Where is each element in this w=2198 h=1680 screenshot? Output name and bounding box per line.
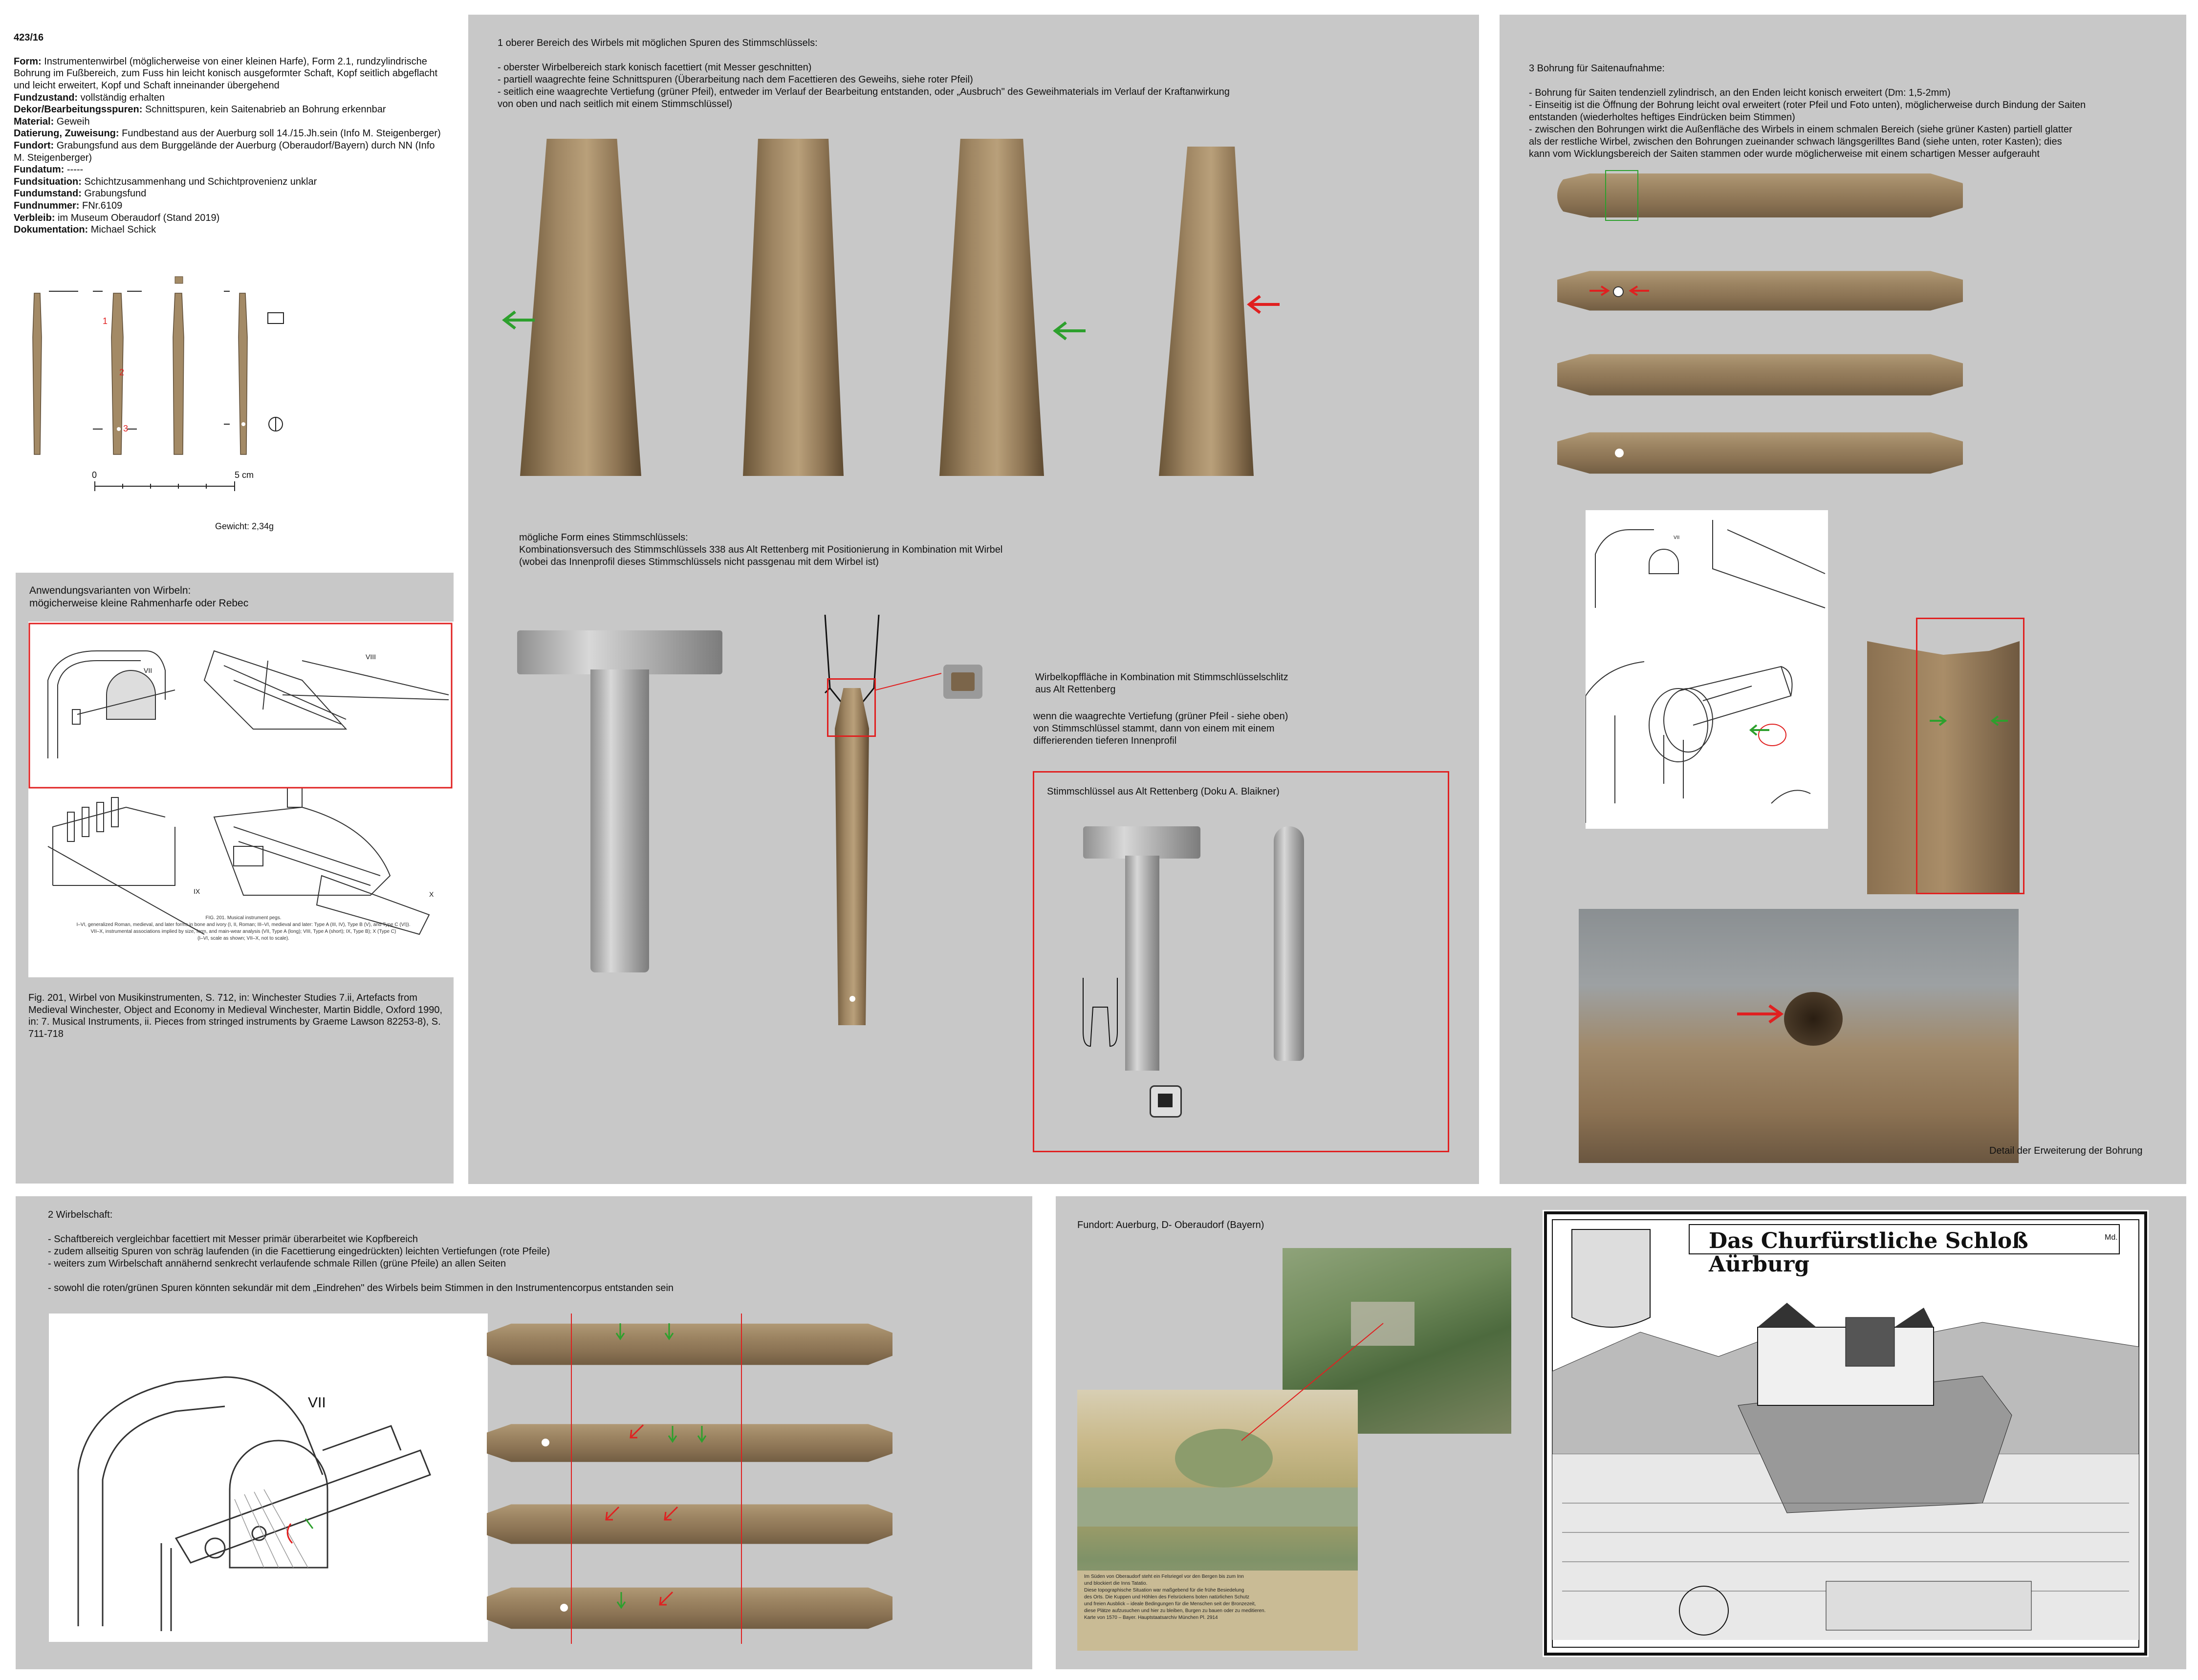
fig-label-viii: VIII (366, 653, 376, 661)
field-value: im Museum Oberaudorf (Stand 2019) (55, 212, 220, 223)
head-surface-photo (943, 665, 982, 699)
field-line (14, 188, 146, 199)
smooth-band-box (1605, 170, 1638, 221)
field-label: Form: (14, 56, 42, 67)
field-line (14, 104, 386, 115)
marker-2: 2 (119, 367, 125, 377)
field-value: Michael Schick (88, 224, 156, 236)
shaft-trace-arrows (487, 1314, 892, 1646)
alt-rettenberg-box (1033, 771, 1449, 1152)
marker-3: 3 (123, 424, 129, 433)
bore-peg-3 (1557, 352, 1963, 398)
field-value: Schichtzusammenhang und Schichtprovenienz unklar (81, 176, 317, 187)
inventory-number: 423/16 (14, 32, 44, 43)
field-line (14, 200, 122, 211)
alt-rettenberg-key-side (1274, 826, 1304, 1061)
field-value: ----- (64, 164, 84, 175)
field-label: Fundatum: (14, 164, 65, 175)
field-value: Fundbestand aus der Auerburg soll 14./15.Jh.sein (Info M. Steigenberger) (119, 128, 441, 139)
head-photo-2 (743, 139, 844, 476)
key-profile-drawing (1078, 978, 1122, 1051)
winchester-figure (28, 622, 454, 977)
map-connector-line (1241, 1318, 1388, 1445)
red-arrow-head-4 (1245, 292, 1284, 317)
field-line (14, 128, 441, 139)
upper-peg-text: 1 oberer Bereich des Wirbels mit möglichen Spuren des Stimmschlüssels: - oberster Wirbelbereich stark konisch facettiert (mit Messer geschnitten) - partiell waagrechte feine Schnittspuren (Überarbeitung nach dem Facettieren des Geweihs, siehe roter Pfeil) - seitlich eine waagrechte Vertiefung (grüner Pfeil), entweder im Verlauf der Bearbeitung entstanden, oder „Ausbruch" des Geweihmaterials im Verlauf der Kraftanwirkung von oben und nach seitlich mit einem Stimmschlüssel) (498, 38, 1230, 109)
harp-peg-drawing (1586, 510, 1828, 829)
alt-rettenberg-title: Stimmschlüssel aus Alt Rettenberg (Doku A. Blaikner) (1047, 786, 1280, 797)
field-value: vollständig erhalten (78, 92, 165, 103)
engraving-title: Das Churfürstliche Schloß Aürburg (1709, 1228, 2028, 1277)
field-label: Material: (14, 116, 54, 127)
castle-engraving (1543, 1210, 2149, 1657)
groove-text: wenn die waagrechte Vertiefung (grüner Pfeil - siehe oben) von Stimmschlüssel stammt, dann von einem mit einem differierenden tieferen Innenprofil (1033, 711, 1288, 746)
green-arrow-head-1 (501, 308, 540, 332)
engraving-number: Md. (2105, 1233, 2118, 1242)
usage-title: Anwendungsvarianten von Wirbeln: mögicherweise kleine Rahmenharfe oder Rebec (29, 585, 249, 609)
grooved-band-box (1916, 618, 2024, 894)
marker-1: 1 (103, 316, 108, 326)
red-arrow-detail (1735, 1002, 1789, 1026)
shaft-text: 2 Wirbelschaft: - Schaftbereich vergleichbar facettiert mit Messer primär überarbeitet wie Kopfbereich - zudem allseitig Spuren von schräg laufenden (in die Facettierung eingedrückten) leichten Vertiefungen (rote Pfeile) - weiters zum Wirbelschaft annähernd senkrecht verlaufende schmale Rillen (grüne Pfeile) an allen Seiten - sowohl die roten/grünen Spuren könnten sekundär mit dem „Eindrehen" des Wirbels beim Stimmen in den Instrumentencorpus entstanden sein (48, 1209, 674, 1293)
panel-upper-peg (468, 15, 1479, 1184)
drawing-view-3 (173, 293, 184, 454)
field-label: Fundumstand: (14, 188, 82, 199)
key-cross-section (1150, 1085, 1182, 1118)
bore-text: 3 Bohrung für Saitenaufnahme: - Bohrung für Saiten tendenziell zylindrisch, an den Enden leicht konisch erweitert (Dm: 1,5-2mm) - Einseitig ist die Öffnung der Bohrung leicht oval erweitert (roter Pfeil und Foto unten), möglicherweise durch Bindung der Saiten entstanden (wiederholtes heftiges Eindrücken beim Stimmen) - zwischen den Bohrungen wirkt die Außenfläche des Wirbels in einem schmalen Bereich (siehe grüner Kasten) partiell glatter als der restliche Wirbel, zwischen den Bohrungen zueinander schwach längsgerilltes Band (siehe unten, roter Kasten); dies kann vom Wicklungsbereich der Saiten stammen oder wurde möglicherweise mit einem schartigen Messer aufgerauht (1529, 63, 2086, 159)
peg-technical-drawing (20, 274, 323, 538)
field-value: Grabungsfund (81, 188, 147, 199)
panel-usage-variants (16, 573, 454, 1184)
green-arrows-closeup (1925, 713, 2013, 728)
connector-line (876, 669, 944, 694)
field-line (14, 164, 83, 175)
panel-site (1056, 1196, 2186, 1669)
field-line (14, 224, 156, 235)
field-label: Fundzustand: (14, 92, 78, 103)
site-text: Fundort: Auerburg, D- Oberaudorf (Bayern) (1077, 1220, 1264, 1230)
field-label: Dekor/Bearbeitungsspuren: (14, 104, 143, 115)
drawing-view-1 (33, 293, 42, 454)
fig-caption-small: FIG. 201. Musical instrument pegs. I–VI, generalized Roman, medieval, and later forms in bone and ivory (I, II, Roman; III–VI, medieval and later: Type A (III, IV), Type B (V), and Type C (VI)). VII–X, instrumental associations implied by size, form, and main-wear analysis (VII, Type A (long); VIII, Type A (short); IX, Type B); X (Type C) (I–VI, scale as shown; VII–X, not to scale). (76, 915, 411, 941)
key-fit-box (827, 678, 876, 737)
bore-hole-4 (1615, 449, 1624, 457)
field-line (14, 176, 317, 187)
head-photo-1 (520, 139, 641, 476)
field-value: Instrumentenwirbel (möglicherweise von einer kleinen Harfe), Form 2.1, rundzylindrische Bohrung im Fußbereich, zum Fuss hin leicht konisch ausgeformter Schaft, Kopf seitlich abgeflacht und leicht erweitert, Kopf und Schaft inneinander übergehend (14, 56, 438, 91)
key-text: mögliche Form eines Stimmschlüssels: Kombinationsversuch des Stimmschlüssels 338 aus Alt Rettenberg mit Positionierung in Kombination mit Wirbel (wobei das Innenprofil dieses Stimmschlüssels nicht passgenau mit dem Wirbel ist) (519, 532, 1003, 567)
field-list (14, 56, 441, 235)
head-photo-4 (1159, 147, 1254, 476)
fig-label-x: X (429, 890, 434, 898)
field-label: Fundort: (14, 140, 54, 151)
field-label: Dokumentation: (14, 224, 88, 236)
field-line (14, 140, 435, 163)
field-value: Grabungsfund aus dem Burggelände der Auerburg (Oberaudorf/Bayern) durch NN (Info M. Steigenberger) (14, 140, 435, 163)
tuning-key-photo (517, 630, 722, 997)
head-key-text: Wirbelkopffläche in Kombination mit Stimmschlüsselschlitz aus Alt Rettenberg (1035, 672, 1288, 695)
head-photo-3 (939, 139, 1044, 476)
red-arrows-bore (1588, 283, 1651, 298)
field-line (14, 92, 165, 103)
field-label: Fundnummer: (14, 200, 80, 211)
field-label: Verbleib: (14, 212, 55, 223)
fig-label-ix: IX (194, 887, 200, 895)
fig-label-vii: VII (144, 667, 152, 674)
map-caption: Im Süden von Oberaudorf steht ein Felsriegel vor den Bergen bis zum Inn und blockiert die Inns Tatatio. Diese topographische Situation war maßgebend für die frühe Besiedelung des Orts. Die Kuppen und Höhlen des Felsrückens boten natürlichen Schutz und freien Ausblick – ideale Bedingungen für die Menschen seit der Bronzezeit, diese Plätze aufzusuchen und hier zu bleiben, Burgen zu bauen oder zu meditieren. Karte von 1570 – Bayer. Hauptstaatsarchiv München Pl. 2914 (1084, 1574, 1266, 1620)
usage-caption: Fig. 201, Wirbel von Musikinstrumenten, S. 712, in: Winchester Studies 7.ii, Artefacts from Medieval Winchester, Object and Economy in Medieval Winchester, Martin Biddle, Oxford 1990, in: 7. Musical Instruments, ii. Pieces from stringed instruments by Graeme Lawson 82253-8), S. 711-718 (28, 992, 443, 1039)
bore-detail-photo (1579, 909, 2019, 1163)
field-value: Schnittspuren, kein Saitenabrieb an Bohrung erkennbar (142, 104, 386, 115)
panel-shaft (16, 1196, 1032, 1669)
weight-label: Gewicht: 2,34g (215, 521, 274, 531)
field-line (14, 116, 90, 127)
shaft-drawing-label-vii: VII (308, 1395, 326, 1411)
scale-five: 5 cm (235, 470, 254, 480)
panel-bore (1500, 15, 2186, 1184)
drawing-view-4 (239, 293, 247, 454)
detail-caption: Detail der Erweiterung der Bohrung (1989, 1145, 2143, 1156)
shaft-harp-drawing (49, 1314, 488, 1642)
field-value: Geweih (54, 116, 90, 127)
drawing-label-vii: VII (1674, 535, 1680, 540)
field-line (14, 56, 437, 91)
green-arrow-head-3 (1051, 319, 1090, 343)
scale-zero: 0 (92, 470, 97, 480)
field-value: FNr.6109 (79, 200, 123, 211)
field-label: Fundsituation: (14, 176, 82, 187)
field-label: Datierung, Zuweisung: (14, 128, 119, 139)
field-line (14, 213, 219, 223)
find-record (14, 20, 444, 236)
